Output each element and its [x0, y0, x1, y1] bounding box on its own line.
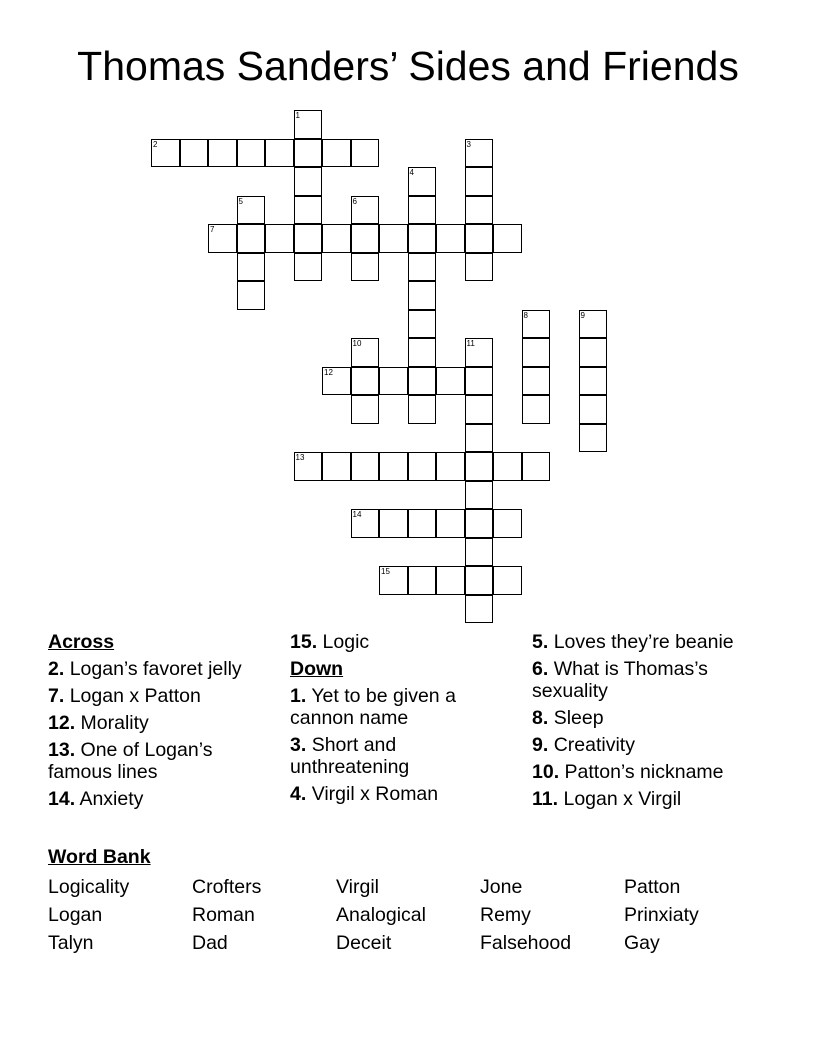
crossword-cell[interactable] — [408, 395, 437, 424]
word-bank-item: Deceit — [336, 932, 392, 954]
word-bank-item: Virgil — [336, 876, 379, 898]
crossword-cell[interactable] — [522, 367, 551, 396]
crossword-cell[interactable] — [465, 566, 494, 595]
cell-number: 7 — [210, 225, 215, 234]
clue-number: 7. — [48, 685, 65, 707]
cell-number: 15 — [381, 567, 390, 576]
cell-number: 4 — [409, 168, 414, 177]
clue-text: Sleep — [553, 707, 604, 729]
crossword-cell[interactable] — [493, 224, 522, 253]
crossword-cell[interactable] — [408, 167, 437, 196]
word-bank-item: Prinxiaty — [624, 904, 699, 926]
crossword-cell[interactable] — [408, 452, 437, 481]
clue-number: 8. — [532, 707, 549, 729]
crossword-cell[interactable] — [465, 595, 494, 624]
crossword-cell[interactable] — [465, 538, 494, 567]
crossword-cell[interactable] — [465, 224, 494, 253]
clue-text: Patton’s nickname — [564, 761, 724, 783]
clue-text: Logan x Patton — [69, 685, 201, 707]
crossword-cell[interactable] — [351, 224, 380, 253]
clue-down-8 — [532, 707, 772, 729]
crossword-cell[interactable] — [379, 452, 408, 481]
clue-down-6 — [532, 658, 772, 702]
clue-text: Creativity — [553, 734, 635, 756]
clue-number: 9. — [532, 734, 549, 756]
clue-number: 1. — [290, 685, 307, 707]
crossword-cell[interactable] — [294, 110, 323, 139]
crossword-cell[interactable] — [294, 224, 323, 253]
clue-across-13 — [48, 739, 278, 783]
crossword-cell[interactable] — [208, 139, 237, 168]
crossword-cell[interactable] — [465, 395, 494, 424]
crossword-cell[interactable] — [579, 310, 608, 339]
word-bank-item: Jone — [480, 876, 523, 898]
crossword-cell[interactable] — [408, 253, 437, 282]
crossword-cell[interactable] — [579, 367, 608, 396]
crossword-cell[interactable] — [465, 452, 494, 481]
clue-text: Morality — [80, 712, 149, 734]
clue-column-1 — [48, 631, 278, 815]
clue-across-12 — [48, 712, 278, 734]
crossword-cell[interactable] — [351, 338, 380, 367]
clue-down-9 — [532, 734, 772, 756]
clue-text: One of Logan’s famous lines — [48, 739, 213, 783]
across-heading: Across — [48, 631, 115, 653]
crossword-cell[interactable] — [408, 367, 437, 396]
crossword-cell[interactable] — [351, 509, 380, 538]
crossword-cell[interactable] — [294, 139, 323, 168]
crossword-cell[interactable] — [579, 424, 608, 453]
crossword-cell[interactable] — [294, 452, 323, 481]
clue-across-15 — [290, 631, 505, 653]
down-heading: Down — [290, 658, 344, 680]
crossword-cell[interactable] — [465, 424, 494, 453]
clue-column-3 — [532, 631, 772, 815]
crossword-cell[interactable] — [237, 253, 266, 282]
crossword-cell[interactable] — [408, 338, 437, 367]
clue-number: 2. — [48, 658, 65, 680]
clue-number: 10. — [532, 761, 560, 783]
clue-number: 4. — [290, 783, 307, 805]
crossword-cell[interactable] — [180, 139, 209, 168]
clue-across-2 — [48, 658, 278, 680]
crossword-cell[interactable] — [465, 167, 494, 196]
crossword-cell[interactable] — [493, 566, 522, 595]
crossword-cell[interactable] — [351, 395, 380, 424]
crossword-cell[interactable] — [379, 566, 408, 595]
crossword-cell[interactable] — [579, 395, 608, 424]
crossword-cell[interactable] — [465, 196, 494, 225]
crossword-cell[interactable] — [579, 338, 608, 367]
crossword-cell[interactable] — [379, 367, 408, 396]
clue-text: Virgil x Roman — [311, 783, 439, 805]
clue-number: 5. — [532, 631, 549, 653]
cell-number: 12 — [324, 367, 333, 377]
crossword-cell[interactable] — [436, 367, 465, 396]
clue-across-14 — [48, 788, 278, 810]
clue-down-4 — [290, 783, 505, 805]
clue-number: 14. — [48, 788, 76, 810]
cell-number: 13 — [295, 453, 305, 462]
clue-down-5 — [532, 631, 772, 653]
crossword-cell[interactable] — [408, 566, 437, 595]
cell-number: 8 — [523, 310, 528, 320]
word-bank-title: Word Bank — [48, 846, 151, 868]
crossword-cell[interactable] — [265, 139, 294, 168]
clue-number: 6. — [532, 658, 549, 680]
crossword-cell[interactable] — [208, 224, 237, 253]
clue-text: Anxiety — [79, 788, 144, 810]
crossword-cell[interactable] — [465, 338, 494, 367]
cell-number: 14 — [352, 510, 362, 519]
word-bank-item: Analogical — [336, 904, 426, 926]
clue-text: Logan x Virgil — [563, 788, 682, 810]
crossword-cell[interactable] — [493, 509, 522, 538]
clue-text: Yet to be given a cannon name — [290, 685, 456, 729]
crossword-cell[interactable] — [151, 139, 180, 168]
crossword-cell[interactable] — [465, 481, 494, 510]
clue-text: Short and unthreatening — [290, 734, 410, 778]
word-bank-item: Crofters — [192, 876, 262, 898]
crossword-cell[interactable] — [322, 224, 351, 253]
clue-text: Loves they’re beanie — [553, 631, 734, 653]
crossword-cell[interactable] — [522, 395, 551, 424]
crossword-cell[interactable] — [408, 281, 437, 310]
crossword-cell[interactable] — [379, 509, 408, 538]
crossword-cell[interactable] — [379, 224, 408, 253]
cell-number: 9 — [580, 310, 585, 320]
crossword-cell[interactable] — [351, 452, 380, 481]
crossword-cell[interactable] — [522, 452, 551, 481]
crossword-cell[interactable] — [237, 196, 266, 225]
crossword-cell[interactable] — [436, 224, 465, 253]
cell-number: 11 — [466, 339, 475, 348]
word-bank-item: Remy — [480, 904, 531, 926]
clue-text: Logan’s favoret jelly — [69, 658, 242, 680]
crossword-cell[interactable] — [465, 253, 494, 282]
clue-number: 11. — [532, 788, 559, 810]
crossword-cell[interactable] — [436, 566, 465, 595]
cell-number: 2 — [153, 139, 158, 149]
crossword-cell[interactable] — [351, 367, 380, 396]
word-bank-item: Dad — [192, 932, 228, 954]
word-bank-item: Roman — [192, 904, 255, 926]
clue-number: 15. — [290, 631, 318, 653]
cell-number: 1 — [295, 111, 300, 120]
crossword-cell[interactable] — [408, 196, 437, 225]
crossword-cell[interactable] — [465, 139, 494, 168]
clue-across-7 — [48, 685, 278, 707]
clue-number: 12. — [48, 712, 76, 734]
crossword-cell[interactable] — [351, 139, 380, 168]
crossword-cell[interactable] — [294, 253, 323, 282]
crossword-cell[interactable] — [408, 509, 437, 538]
crossword-cell[interactable] — [351, 253, 380, 282]
crossword-cell[interactable] — [408, 224, 437, 253]
crossword-cell[interactable] — [322, 452, 351, 481]
word-bank-item: Falsehood — [480, 932, 572, 954]
crossword-cell[interactable] — [436, 509, 465, 538]
crossword-cell[interactable] — [465, 367, 494, 396]
word-bank-item: Logan — [48, 904, 103, 926]
clue-number: 3. — [290, 734, 307, 756]
cell-number: 10 — [352, 339, 362, 348]
crossword-cell[interactable] — [322, 139, 351, 168]
clue-down-10 — [532, 761, 772, 783]
word-bank-item: Gay — [624, 932, 660, 954]
clue-number: 13. — [48, 739, 76, 761]
crossword-cell[interactable] — [322, 367, 351, 396]
cell-number: 5 — [238, 196, 243, 206]
crossword-cell[interactable] — [237, 139, 266, 168]
clue-text: What is Thomas’s sexuality — [532, 658, 708, 702]
crossword-cell[interactable] — [465, 509, 494, 538]
cell-number: 3 — [466, 139, 471, 149]
crossword-cell[interactable] — [522, 338, 551, 367]
crossword-cell[interactable] — [493, 452, 522, 481]
clue-text: Logic — [322, 631, 370, 653]
crossword-cell[interactable] — [294, 196, 323, 225]
word-bank-item: Talyn — [48, 932, 94, 954]
word-bank-item: Patton — [624, 876, 681, 898]
clue-column-2 — [290, 631, 505, 810]
crossword-cell[interactable] — [351, 196, 380, 225]
crossword-cell[interactable] — [294, 167, 323, 196]
crossword-cell[interactable] — [237, 281, 266, 310]
word-bank-item: Logicality — [48, 876, 130, 898]
clue-down-3 — [290, 734, 505, 778]
cell-number: 6 — [352, 196, 357, 206]
crossword-cell[interactable] — [408, 310, 437, 339]
crossword-cell[interactable] — [522, 310, 551, 339]
crossword-cell[interactable] — [237, 224, 266, 253]
crossword-cell[interactable] — [265, 224, 294, 253]
clue-down-1 — [290, 685, 505, 729]
page-title: Thomas Sanders’ Sides and Friends — [77, 43, 739, 89]
clue-down-11 — [532, 788, 772, 810]
crossword-cell[interactable] — [436, 452, 465, 481]
